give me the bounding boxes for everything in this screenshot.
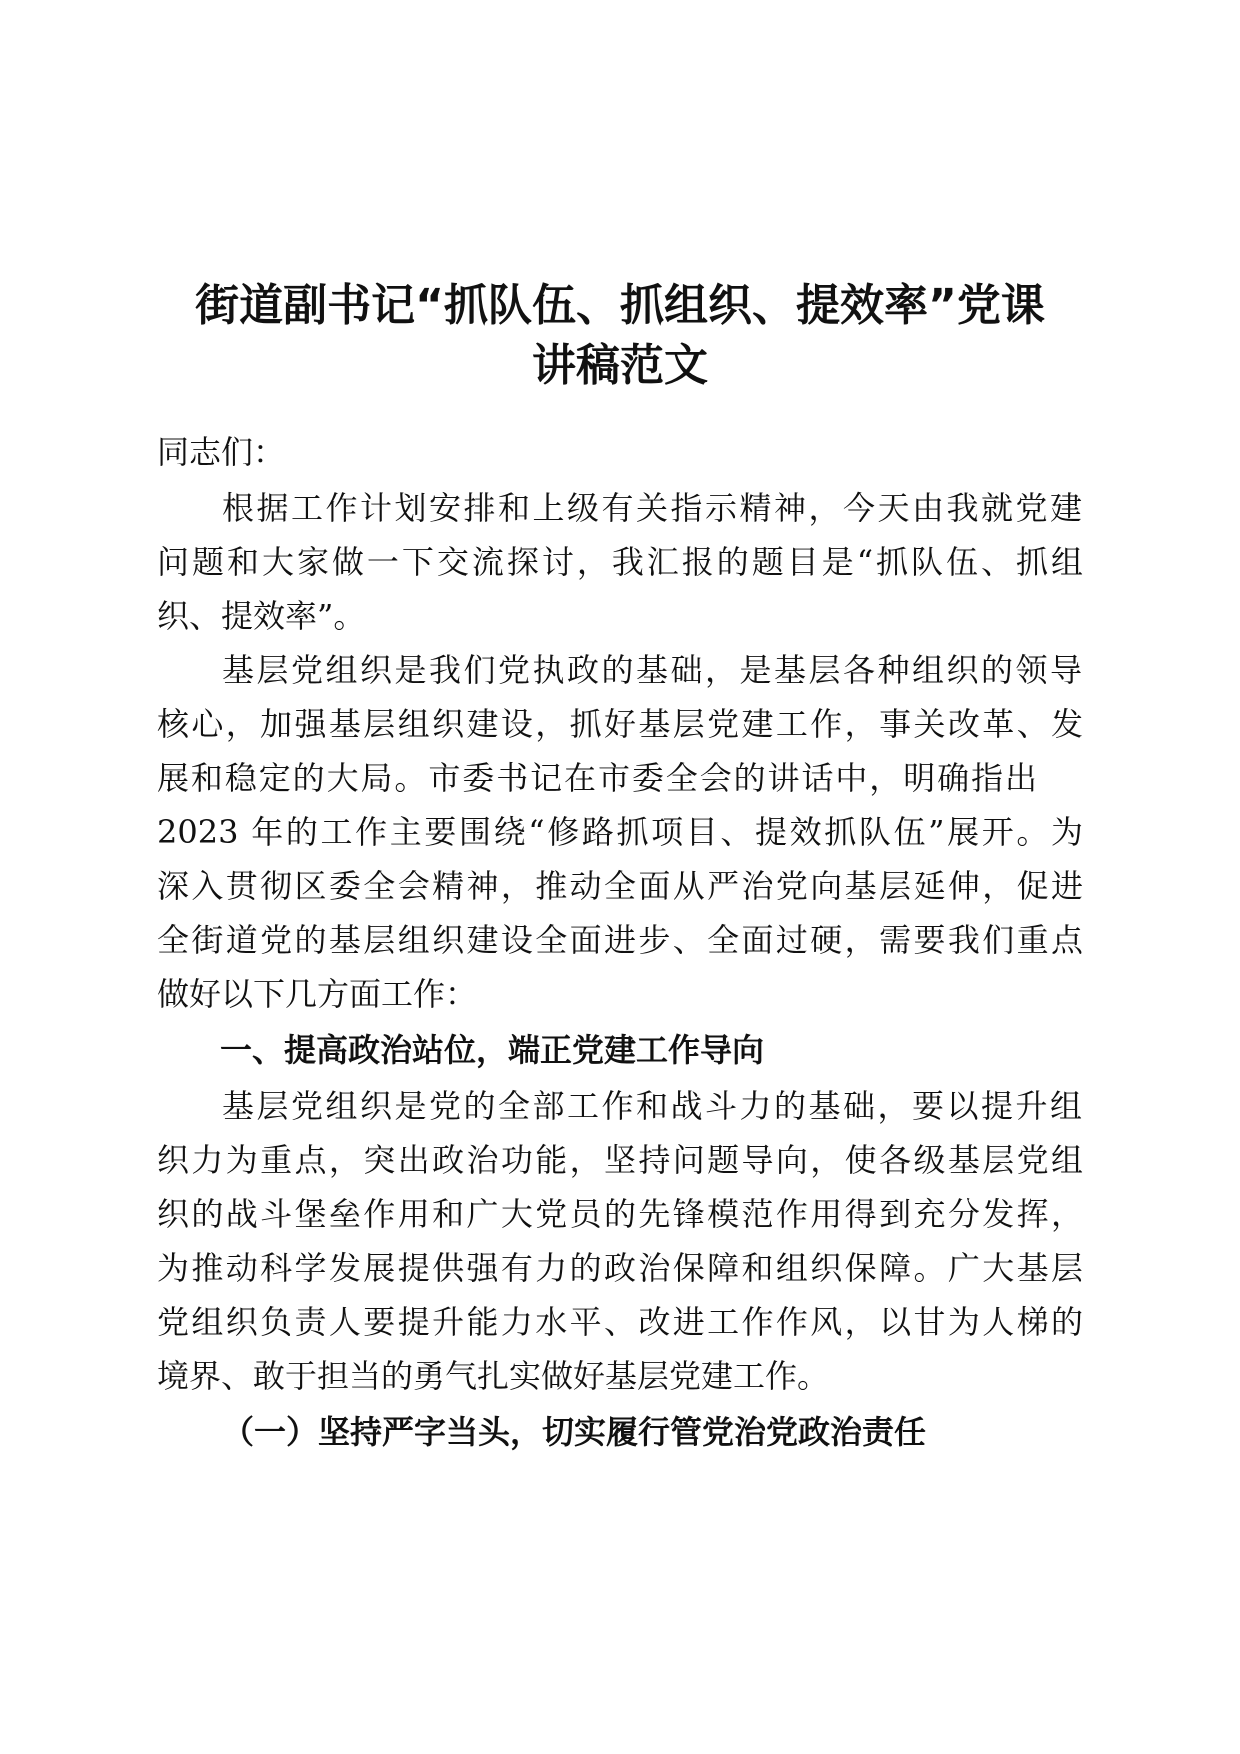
document-title-line-2: 讲稿范文 xyxy=(532,340,708,391)
paragraph-3-line-5: 党组织负责人要提升能力水平、改进工作作风，以甘为人梯的 xyxy=(157,1303,1083,1341)
paragraph-1-line-1: 根据工作计划安排和上级有关指示精神，今天由我就党建 xyxy=(222,489,1082,527)
paragraph-1-line-3: 织、提效率”。 xyxy=(157,597,366,635)
paragraph-2-line-5: 深入贯彻区委全会精神，推动全面从严治党向基层延伸，促进 xyxy=(157,867,1083,905)
paragraph-2-line-4: 2023 年的工作主要围绕“修路抓项目、提效抓队伍”展开。为 xyxy=(157,813,1083,851)
greeting: 同志们： xyxy=(157,433,286,471)
paragraph-3-line-4: 为推动科学发展提供强有力的政治保障和组织保障。广大基层 xyxy=(157,1249,1083,1287)
paragraph-3-line-3: 织的战斗堡垒作用和广大党员的先锋模范作用得到充分发挥， xyxy=(157,1195,1083,1233)
section-1-heading: 一、提高政治站位，端正党建工作导向 xyxy=(220,1031,765,1069)
paragraph-3-line-2: 织力为重点，突出政治功能，坚持问题导向，使各级基层党组 xyxy=(157,1141,1083,1179)
subsection-1-heading: （一）坚持严字当头，切实履行管党治党政治责任 xyxy=(222,1413,927,1451)
paragraph-2-line-6: 全街道党的基层组织建设全面进步、全面过硬，需要我们重点 xyxy=(157,921,1083,959)
paragraph-2-line-1: 基层党组织是我们党执政的基础，是基层各种组织的领导 xyxy=(222,651,1082,689)
paragraph-3-line-6: 境界、敢于担当的勇气扎实做好基层党建工作。 xyxy=(157,1357,830,1395)
paragraph-1-line-2: 问题和大家做一下交流探讨，我汇报的题目是“抓队伍、抓组 xyxy=(157,543,1083,581)
paragraph-2-line-3: 展和稳定的大局。市委书记在市委全会的讲话中，明确指出 xyxy=(157,759,1037,797)
paragraph-3-line-1: 基层党组织是党的全部工作和战斗力的基础，要以提升组 xyxy=(222,1087,1082,1125)
paragraph-2-line-2: 核心，加强基层组织建设，抓好基层党建工作，事关改革、发 xyxy=(157,705,1083,743)
paragraph-2-line-7: 做好以下几方面工作： xyxy=(157,975,478,1013)
document-title-line-1: 街道副书记“抓队伍、抓组织、提效率”党课 xyxy=(195,280,1045,331)
